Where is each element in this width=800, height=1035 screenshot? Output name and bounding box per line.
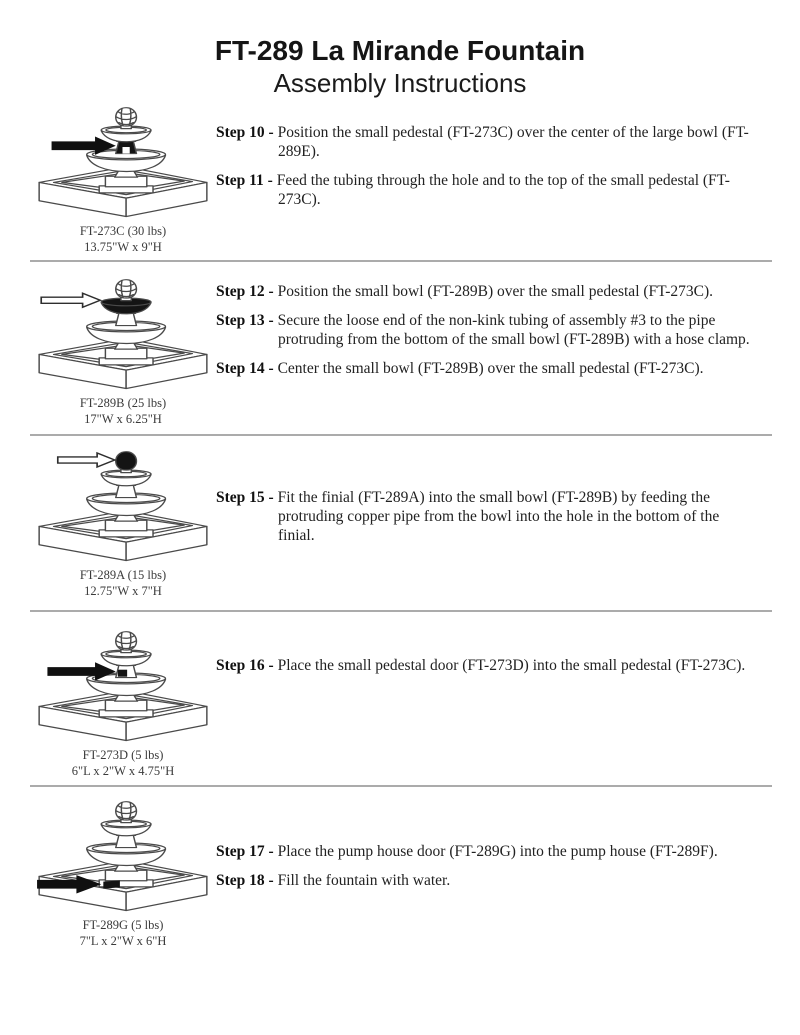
instruction-section-4 <box>30 612 772 787</box>
pedestal-door-opening <box>122 147 129 154</box>
step-label: Step 14 - <box>216 359 274 377</box>
step-instruction <box>216 311 750 349</box>
part-label: FT-289G (5 lbs) <box>82 917 164 932</box>
step-text: Place the small pedestal door (FT-273D) into the small pedestal (FT-273C). <box>277 656 746 674</box>
steps-column <box>216 612 772 785</box>
part-label: FT-289A (15 lbs) <box>79 567 167 582</box>
part-caption <box>80 917 167 950</box>
step-text: Fill the fountain with water. <box>277 871 451 889</box>
part-dimensions: 12.75"W x 7"H <box>84 584 162 599</box>
step-label: Step 17 - <box>216 842 274 860</box>
fountain-drawing <box>39 108 207 217</box>
steps-column <box>216 262 772 434</box>
fountain-figure-finial <box>35 446 211 564</box>
instruction-section-1 <box>30 98 772 262</box>
fountain-drawing <box>39 452 207 561</box>
small-pedestal-door-highlighted <box>118 670 127 677</box>
step-instruction <box>216 123 750 161</box>
figure-column <box>30 612 216 785</box>
fountain-figure-pump-house-door <box>35 796 211 914</box>
step-label: Step 13 - <box>216 311 274 329</box>
step-instruction <box>216 359 750 378</box>
step-instruction <box>216 656 750 675</box>
part-label: FT-273D (5 lbs) <box>82 747 164 762</box>
figure-column <box>30 262 216 434</box>
fountain-figure-small-pedestal <box>35 102 211 220</box>
fountain-figure-pedestal-door <box>35 626 211 744</box>
step-text: Fit the finial (FT-289A) into the small bowl (FT-289B) by feeding the protruding copper pipe from the bowl into the hole in the bottom of the finial. <box>277 488 720 544</box>
part-caption <box>80 223 166 256</box>
arrow-icon <box>58 453 115 467</box>
part-dimensions: 17"W x 6.25"H <box>84 412 162 427</box>
part-dimensions: 6"L x 2"W x 4.75"H <box>71 764 175 779</box>
fountain-drawing <box>39 632 207 741</box>
steps-column <box>216 436 772 610</box>
finial-highlighted <box>116 452 137 470</box>
part-caption <box>72 747 174 780</box>
step-instruction <box>216 488 750 545</box>
step-text: Feed the tubing through the hole and to the top of the small pedestal (FT-273C). <box>276 171 730 208</box>
step-label: Step 16 - <box>216 656 274 674</box>
part-caption <box>80 395 166 428</box>
part-caption <box>80 567 166 600</box>
step-text: Secure the loose end of the non-kink tubing of assembly #3 to the pipe protruding from the bottom of the small bowl (FT-289B) with a hose clamp. <box>277 311 750 348</box>
page-title: FT-289 La Mirande Fountain <box>214 35 586 66</box>
step-label: Step 18 - <box>216 871 274 889</box>
page-subtitle: Assembly Instructions <box>273 68 527 99</box>
step-label: Step 15 - <box>216 488 274 506</box>
fountain-drawing <box>39 280 207 389</box>
instruction-section-3 <box>30 436 772 612</box>
part-dimensions: 13.75"W x 9"H <box>84 240 162 255</box>
part-label: FT-289B (25 lbs) <box>79 395 167 410</box>
step-text: Center the small bowl (FT-289B) over the small pedestal (FT-273C). <box>277 359 704 377</box>
step-text: Position the small pedestal (FT-273C) over the center of the large bowl (FT-289E). <box>277 123 749 160</box>
fountain-drawing <box>39 802 207 911</box>
steps-column <box>216 787 772 987</box>
step-label: Step 10 - <box>216 123 274 141</box>
step-label: Step 12 - <box>216 282 274 300</box>
step-text: Place the pump house door (FT-289G) into the pump house (FT-289F). <box>277 842 718 860</box>
part-label: FT-273C (30 lbs) <box>79 223 167 238</box>
instruction-section-5 <box>30 787 772 987</box>
steps-column <box>216 98 772 260</box>
step-instruction <box>216 871 750 890</box>
arrow-icon <box>41 293 100 307</box>
step-text: Position the small bowl (FT-289B) over the small pedestal (FT-273C). <box>277 282 713 300</box>
step-label: Step 11 - <box>216 171 273 189</box>
pump-house-door-highlighted <box>103 880 120 888</box>
step-instruction <box>216 282 750 301</box>
step-instruction <box>216 842 750 861</box>
figure-column <box>30 98 216 260</box>
figure-column <box>30 436 216 610</box>
page-header <box>0 0 800 98</box>
figure-column <box>30 787 216 987</box>
instruction-section-2 <box>30 262 772 436</box>
step-instruction <box>216 171 750 209</box>
fountain-figure-small-bowl <box>35 274 211 392</box>
part-dimensions: 7"L x 2"W x 6"H <box>79 934 167 949</box>
